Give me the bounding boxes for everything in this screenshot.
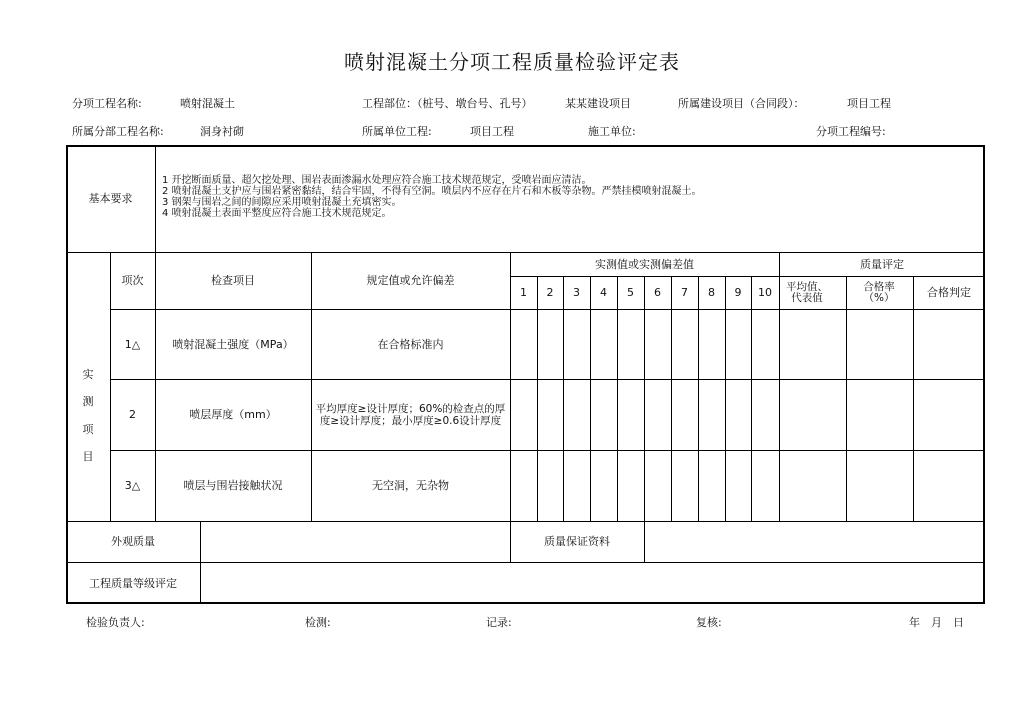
rule-v-col8 [698,276,699,521]
basic-requirements-text [162,175,702,219]
header-pass-rate: 合格率（%） [863,280,895,304]
quality-grade-label: 工程质量等级评定 [89,576,177,590]
row1-spec: 在合格标准内 [377,337,444,351]
rule-v-col6 [644,276,645,562]
subproject-name-label: 分项工程名称: [72,97,142,110]
side-label-char: 目 [82,449,94,463]
date-label: 年 月 日 [909,616,964,629]
page-title: 喷射混凝土分项工程质量检验评定表 [344,50,680,74]
recorder-label: 记录: [486,616,512,629]
subproject-name-value: 喷射混凝土 [180,97,235,110]
rule-v-col3 [563,276,564,521]
rule-appearance [66,562,985,563]
rule-v-col10 [751,276,752,521]
header-col-4: 4 [600,286,607,300]
header-col-3: 3 [573,286,580,300]
requirement-item: 2 喷射混凝土支护应与围岩紧密黏结，结合牢固，不得有空洞。喷层内不应存在片石和木板等杂物。严禁挂模喷射混凝土。 [162,186,702,197]
appearance-quality-label: 外观质量 [111,535,155,549]
row3-item: 喷层与围岩接触状况 [183,479,283,493]
header-quality: 质量评定 [860,257,904,271]
header-col-1: 1 [520,286,527,300]
header-col-7: 7 [681,286,688,300]
unit-project-label: 所属单位工程: [362,125,432,138]
construction-project-value: 项目工程 [847,97,891,110]
header-average: 平均值、代表值 [786,280,828,304]
rule-v-col4 [590,276,591,521]
side-label-char: 测 [82,395,94,409]
subproject-number-label: 分项工程编号: [816,125,886,138]
header-pass-judgement: 合格判定 [927,286,971,300]
header-measured: 实测值或实测偏差值 [595,257,694,271]
header-check-item: 检查项目 [211,274,255,288]
location-label: 工程部位：（桩号、墩台号、孔号） [362,97,533,110]
header-col-2: 2 [546,286,554,300]
side-label-char: 项 [82,422,94,436]
row2-seq: 2 [129,408,136,422]
header-col-9: 9 [734,286,742,300]
row1-item: 喷射混凝土强度（MPa） [172,337,294,351]
header-col-5: 5 [627,286,634,300]
rule-v-col5 [617,276,618,521]
quality-assurance-label: 质量保证资料 [544,535,610,549]
rule-v-col9 [725,276,726,521]
rule-v-col7 [671,276,672,521]
header-spec: 规定值或允许偏差 [366,274,455,288]
side-label-char: 实 [82,368,94,382]
construction-project-label: 所属建设项目（合同段）： [678,97,805,110]
measured-items-side-label [66,310,110,521]
requirement-item: 1 开挖断面质量、超欠挖处理、围岩表面渗漏水处理应符合施工技术规范规定，受喷岩面应清洁。 [162,175,592,186]
inspector-label: 检验负责人: [86,616,145,629]
rule-v-200 [200,521,201,604]
rule-v-779 [779,252,780,521]
rule-v-846 [846,276,847,521]
row2-item: 喷层厚度（mm） [189,408,277,422]
basic-requirements-label: 基本要求 [88,191,133,205]
reviewer-label: 复核: [696,616,722,629]
location-value: 某某建设项目 [565,97,631,110]
header-col-6: 6 [654,286,661,300]
row2-spec: 平均厚度≥设计厚度；60%的检查点的厚度≥设计厚度；最小厚度≥0.6设计厚度 [315,402,506,427]
requirement-item: 3 钢架与围岩之间的间隙应采用喷射混凝土充填密实。 [162,197,402,208]
unit-project-value: 项目工程 [470,125,514,138]
tester-label: 检测: [305,616,331,629]
row3-spec: 无空洞，无杂物 [372,479,449,493]
row1-seq: 1△ [124,337,141,351]
row3-seq: 3△ [124,479,141,493]
header-col-8: 8 [708,286,715,300]
header-seq: 项次 [121,274,144,288]
requirement-item: 4 喷射混凝土表面平整度应符合施工技术规范规定。 [162,208,392,219]
division-name-value: 洞身衬砌 [200,125,244,138]
rule-v-913 [913,276,914,521]
rule-v-col2 [537,276,538,521]
header-col-10: 10 [758,286,772,300]
contractor-label: 施工单位: [588,125,636,138]
division-name-label: 所属分部工程名称: [72,125,164,138]
